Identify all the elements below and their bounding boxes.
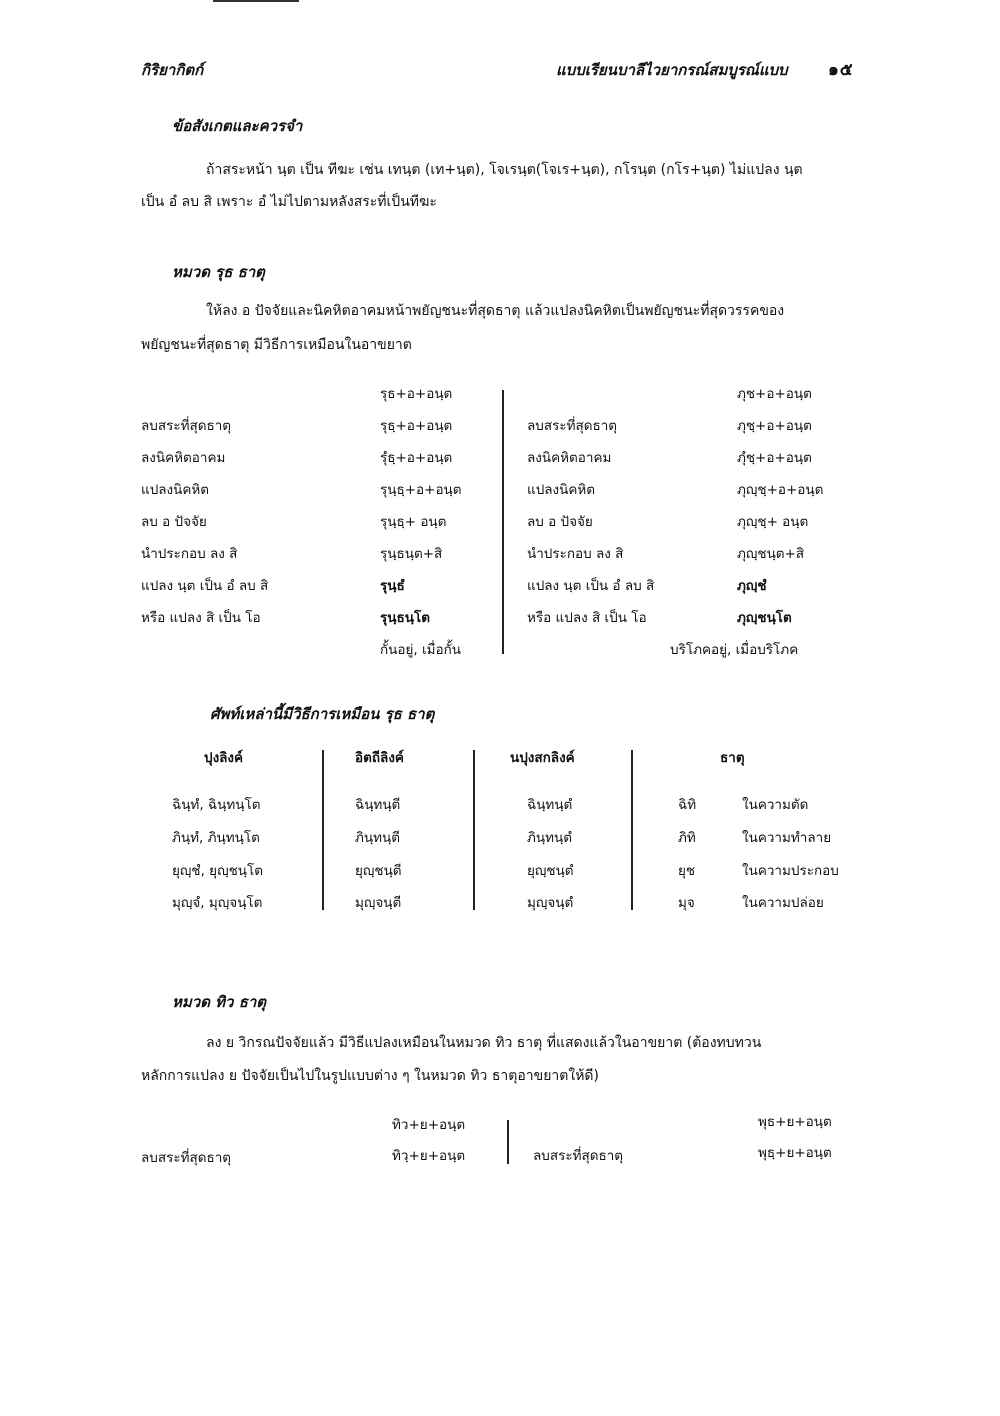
similar-heading: ศัพท์เหล่านี้มีวิธีการเหมือน รุธ ธาตุ [210,705,435,723]
rudha-right-meaning: บริโภคอยู่, เมื่อบริโภค [670,642,799,658]
rudha-left-result: รุนฺธํ [380,578,405,594]
page-number: ๑๕ [828,60,854,80]
similar-meaning: ในความตัด [742,797,809,813]
similar-root: ฉิทิ [678,797,697,813]
rudha-line-2: พยัญชนะที่สุดธาตุ มีวิธีการเหมือนในอาขยาต [141,337,412,353]
diva-divider [507,1120,509,1164]
similar-napum: ยุญฺชนฺตํ [527,863,574,879]
diva-right-value: พุธฺ+ย+อนฺต [758,1145,832,1161]
rudha-right-label: ลบ อ ปัจจัย [527,514,593,530]
similar-napum: มุญฺจนฺตํ [527,895,574,911]
similar-itthi: ภินฺทนฺตี [355,830,401,846]
similar-meaning: ในความประกอบ [742,863,839,879]
rudha-right-value: ภุญฺชนฺต+สิ [737,546,805,562]
similar-pum: ยุญฺชํ, ยุญฺชนฺโต [172,863,263,879]
similar-divider-2 [473,750,475,910]
rudha-right-label: หรือ แปลง สิ เป็น โอ [527,610,647,626]
column-header-napum: นปุงสกลิงค์ [510,750,575,766]
header-right-title: แบบเรียนบาลีไวยากรณ์สมบูรณ์แบบ [556,61,788,79]
rudha-left-result: รุนฺธนฺโต [380,610,430,626]
similar-itthi: ยุญฺชนฺตี [355,863,402,879]
similar-meaning: ในความปล่อย [742,895,824,911]
diva-heading: หมวด ทิว ธาตุ [172,993,267,1011]
rudha-right-label: ลบสระที่สุดธาตุ [527,418,618,434]
rudha-left-value: รุธ+อ+อนฺต [380,386,453,402]
rudha-left-meaning: กั้นอยู่, เมื่อกั้น [380,642,462,658]
header-left-title: กิริยากิตก์ [141,61,204,79]
rudha-left-value: รุํธฺ+อ+อนฺต [380,450,453,466]
similar-pum: ฉินฺทํ, ฉินฺทนฺโต [172,797,261,813]
rudha-divider [502,390,504,654]
rudha-left-label: ลงนิคหิตอาคม [141,450,226,466]
rudha-right-value: ภุญฺชฺ+อ+อนฺต [737,482,824,498]
diva-left-value: ทิวฺ+ย+อนฺต [392,1148,466,1164]
rudha-right-label: ลงนิคหิตอาคม [527,450,612,466]
rudha-left-value: รุนฺธฺ+ อนฺต [380,514,447,530]
note-line-1: ถ้าสระหน้า นฺต เป็น ทีฆะ เช่น เทนฺต (เท+นฺต), โจเรนฺต(โจเร+นฺต), กโรนฺต (กโร+นฺต) ไม่แปลง นฺต [206,162,803,178]
rudha-left-value: รุธฺ+อ+อนฺต [380,418,453,434]
rudha-left-value: รุนฺธนฺต+สิ [380,546,443,562]
similar-divider-1 [322,750,324,910]
rudha-right-label: แปลง นฺต เป็น อํ ลบ สิ [527,578,655,594]
rudha-right-value: ภุญฺชฺ+ อนฺต [737,514,809,530]
similar-napum: ภินฺทนฺตํ [527,830,573,846]
rudha-left-label: ลบ อ ปัจจัย [141,514,207,530]
column-header-root: ธาตุ [720,750,745,766]
similar-itthi: มุญฺจนฺตี [355,895,402,911]
diva-line-1: ลง ย วิกรณปัจจัยแล้ว มีวิธีแปลงเหมือนในหมวด ทิว ธาตุ ที่แสดงแล้วในอาขยาต (ต้องทบทวน [206,1035,762,1051]
similar-root: ภิทิ [678,830,696,846]
rudha-right-value: ภุํชฺ+อ+อนฺต [737,450,812,466]
similar-meaning: ในความทำลาย [742,830,832,846]
column-header-pum: ปุงลิงค์ [204,750,244,766]
rudha-right-value: ภุช+อ+อนฺต [737,386,812,402]
diva-line-2: หลักการแปลง ย ปัจจัยเป็นไปในรูปแบบต่าง ๆ ในหมวด ทิว ธาตุอาขยาตให้ดี) [141,1068,599,1084]
note-heading: ข้อสังเกตและควรจำ [172,117,303,135]
similar-divider-3 [631,750,633,910]
diva-left-value: ทิว+ย+อนฺต [392,1117,466,1133]
diva-right-value: พุธ+ย+อนฺต [758,1114,832,1130]
rudha-right-result: ภุญฺชนฺโต [737,610,792,626]
column-header-itthi: อิตถีลิงค์ [355,750,404,766]
rudha-left-label: นำประกอบ ลง สิ [141,546,238,562]
note-line-2: เป็น อํ ลบ สิ เพราะ อํ ไม่ไปตามหลังสระที่เป็นทีฆะ [141,194,437,210]
rudha-left-label: แปลงนิคหิต [141,482,210,498]
diva-left-label: ลบสระที่สุดธาตุ [141,1150,232,1166]
rudha-heading: หมวด รุธ ธาตุ [172,263,265,281]
similar-root: ยุช [678,863,696,879]
rudha-left-label: แปลง นฺต เป็น อํ ลบ สิ [141,578,269,594]
rudha-right-label: นำประกอบ ลง สิ [527,546,624,562]
diva-right-label: ลบสระที่สุดธาตุ [533,1148,624,1164]
similar-pum: ภินฺทํ, ภินฺทนฺโต [172,830,260,846]
similar-itthi: ฉินฺทนฺตี [355,797,401,813]
similar-pum: มุญฺจํ, มุญฺจนฺโต [172,895,263,911]
similar-root: มุจ [678,895,695,911]
top-rule [213,0,299,2]
rudha-left-value: รุนฺธฺ+อ+อนฺต [380,482,462,498]
rudha-right-result: ภุญฺชํ [737,578,767,594]
rudha-right-value: ภุชฺ+อ+อนฺต [737,418,812,434]
rudha-left-label: ลบสระที่สุดธาตุ [141,418,232,434]
rudha-line-1: ให้ลง อ ปัจจัยและนิคหิตอาคมหน้าพยัญชนะที่สุดธาตุ แล้วแปลงนิคหิตเป็นพยัญชนะที่สุดวรรคของ [206,303,785,319]
rudha-left-label: หรือ แปลง สิ เป็น โอ [141,610,261,626]
rudha-right-label: แปลงนิคหิต [527,482,596,498]
similar-napum: ฉินฺทนฺตํ [527,797,573,813]
